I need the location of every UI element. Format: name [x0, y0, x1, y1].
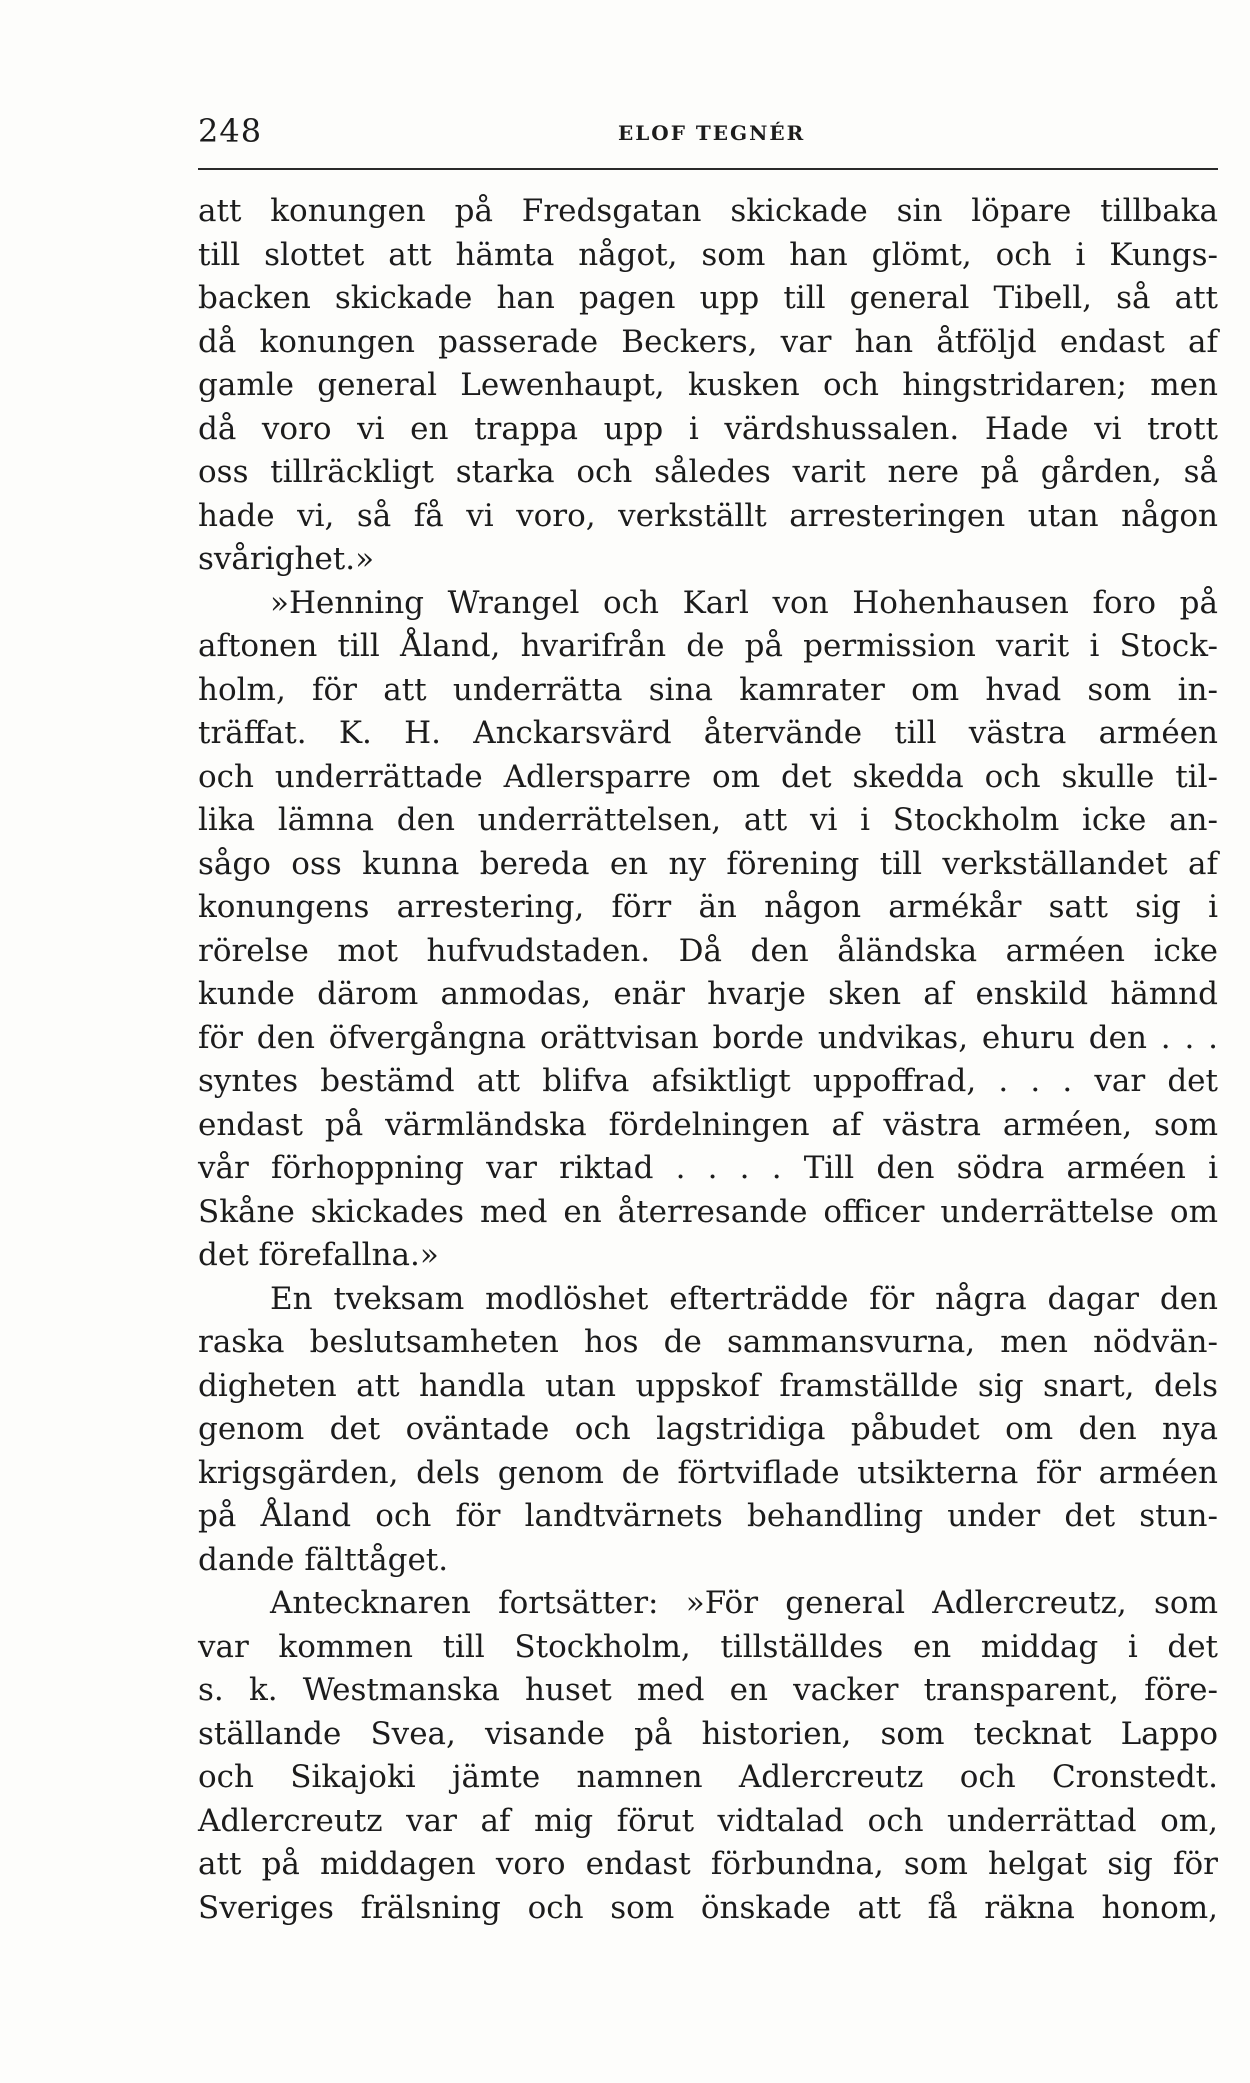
text-line: krigsgärden, dels genom de förtviflade utsikterna för arméen	[198, 1454, 1218, 1491]
text-line: En tveksam modlöshet efterträdde för några dagar den	[270, 1280, 1218, 1317]
running-head: ELOF TEGNÉR	[618, 121, 806, 145]
text-line: aftonen till Åland, hvarifrån de på permission varit i Stock-	[198, 628, 1218, 664]
text-line: ställande Svea, visande på historien, som tecknat Lappo	[198, 1715, 1218, 1752]
text-line: lika lämna den underrättelsen, att vi i Stockholm icke an-	[198, 802, 1218, 838]
text-line: rörelse mot hufvudstaden. Då den åländska arméen icke	[198, 932, 1218, 969]
text-line: att på middagen voro endast förbundna, som helgat sig för	[198, 1846, 1218, 1882]
text-line: för den öfvergångna orättvisan borde undvikas, ehuru den . . .	[198, 1019, 1218, 1056]
text-line: kunde därom anmodas, enär hvarje sken af enskild hämnd	[198, 976, 1218, 1012]
text-line: konungens arrestering, förr än någon armékår satt sig i	[198, 889, 1218, 925]
text-line: »Henning Wrangel och Karl von Hohenhausen foro på	[270, 584, 1218, 621]
text-line: s. k. Westmanska huset med en vacker transparent, före-	[198, 1672, 1218, 1708]
text-line: dande fälttåget.	[198, 1541, 449, 1578]
text-line: oss tillräckligt starka och således varit nere på gården, så	[198, 454, 1218, 490]
text-line: att konungen på Fredsgatan skickade sin löpare tillbaka	[198, 193, 1218, 229]
text-line: då konungen passerade Beckers, var han åtföljd endast af	[198, 323, 1218, 360]
text-line: backen skickade han pagen upp till general Tibell, så att	[198, 280, 1218, 316]
page-number: 248	[198, 112, 263, 150]
text-line: och Sikajoki jämte namnen Adlercreutz och Cronstedt.	[198, 1759, 1218, 1795]
text-line: genom det oväntade och lagstridiga påbudet om den nya	[198, 1411, 1218, 1447]
text-line: Skåne skickades med en återresande officer underrättelse om	[198, 1193, 1218, 1230]
text-line: digheten att handla utan uppskof framställde sig snart, dels	[198, 1367, 1218, 1404]
text-line: syntes bestämd att blifva afsiktligt uppoffrad, . . . var det	[198, 1063, 1218, 1099]
text-line: vår förhoppning var riktad . . . . Till den södra arméen i	[198, 1150, 1218, 1186]
text-line: då voro vi en trappa upp i värdshussalen. Hade vi trott	[198, 410, 1218, 447]
text-line: var kommen till Stockholm, tillställdes en middag i det	[198, 1628, 1218, 1665]
text-line: Antecknaren fortsätter: »För general Adlercreutz, som	[270, 1585, 1218, 1621]
text-line: till slottet att hämta något, som han glömt, och i Kungs-	[198, 236, 1218, 273]
page-header	[198, 112, 1218, 158]
text-line: endast på värmländska fördelningen af västra arméen, som	[198, 1106, 1218, 1143]
text-line: svårighet.»	[198, 541, 375, 577]
text-line: sågo oss kunna bereda en ny förening till verkställandet af	[198, 845, 1218, 882]
text-line: Sveriges frälsning och som önskade att få räkna honom,	[198, 1889, 1218, 1926]
text-line: gamle general Lewenhaupt, kusken och hingstridaren; men	[198, 367, 1218, 403]
text-line: träffat. K. H. Anckarsvärd återvände till västra arméen	[198, 715, 1218, 751]
body-text	[198, 190, 1218, 1930]
text-line: hade vi, så få vi voro, verkställt arresteringen utan någon	[198, 497, 1218, 534]
text-line: holm, för att underrätta sina kamrater om hvad som in-	[198, 671, 1218, 708]
text-line: Adlercreutz var af mig förut vidtalad och underrättad om,	[198, 1802, 1218, 1839]
text-line: på Åland och för landtvärnets behandling under det stun-	[198, 1498, 1218, 1534]
text-line: raska beslutsamheten hos de sammansvurna, men nödvän-	[198, 1324, 1218, 1360]
header-rule	[198, 168, 1218, 170]
text-line: och underrättade Adlersparre om det skedda och skulle til-	[198, 758, 1218, 795]
text-line: det förefallna.»	[198, 1237, 439, 1273]
